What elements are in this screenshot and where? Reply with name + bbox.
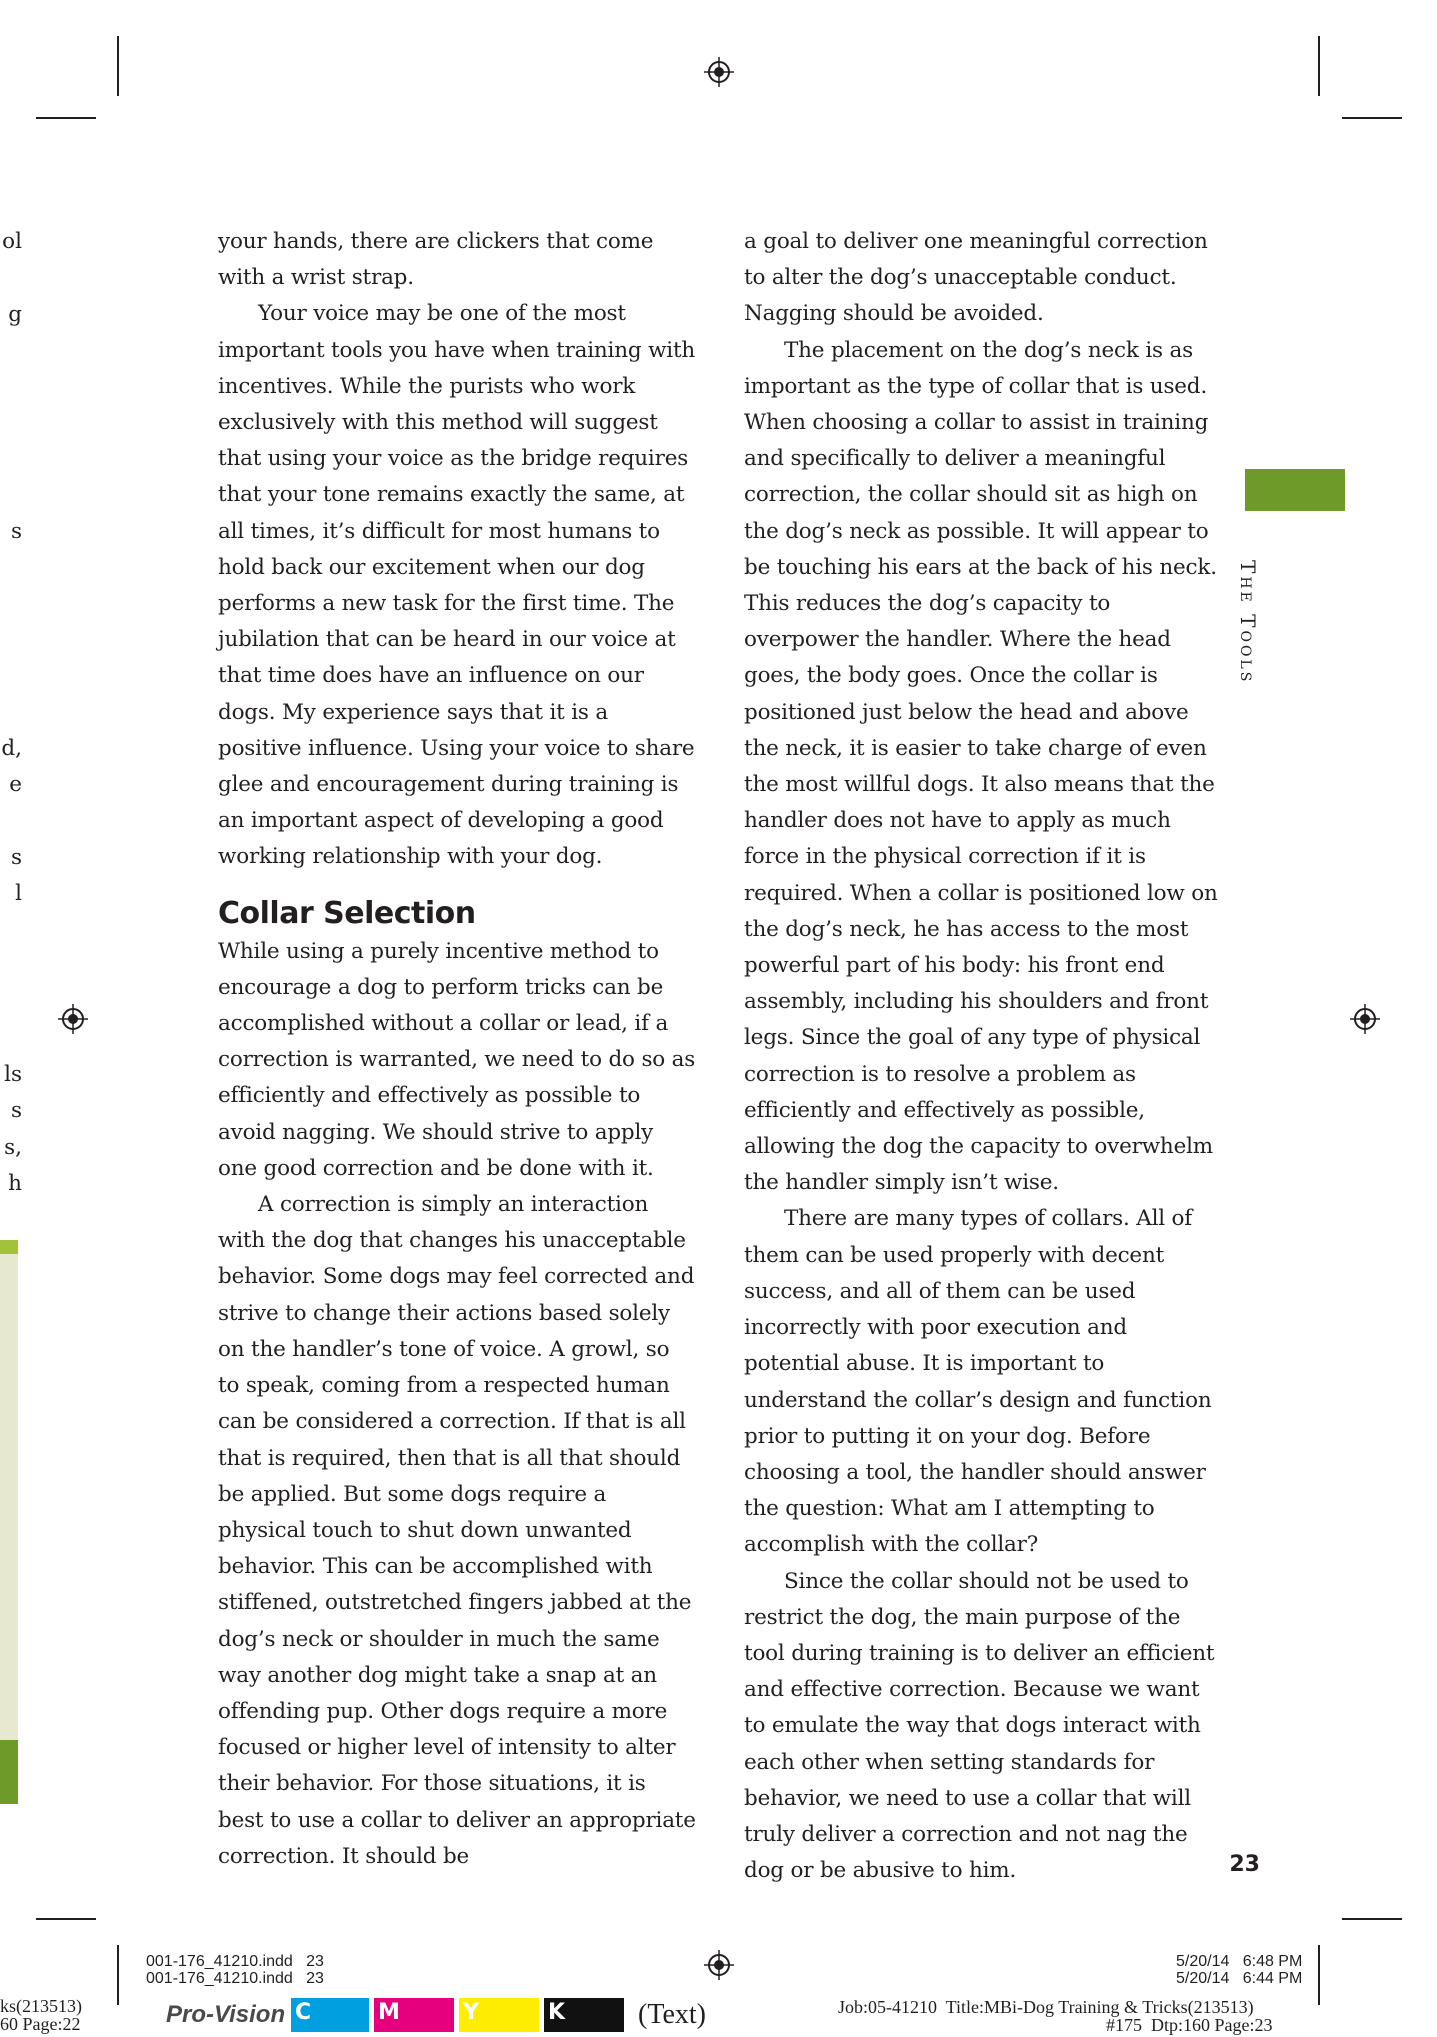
crop-mark-bottom-left-h [36, 1918, 96, 1920]
facing-page-sidebar-bottom [0, 1740, 18, 1804]
edge-fragment: s [10, 519, 22, 544]
chapter-tab [1245, 469, 1345, 511]
slug-date-line-2: 5/20/14 6:44 PM [1176, 1970, 1303, 1987]
swatch-magenta [374, 1998, 454, 2032]
registration-mark-right [1350, 1004, 1380, 1034]
slug-left-partial-2: 60 Page:22 [0, 2014, 81, 2034]
edge-fragment: d, [1, 736, 22, 761]
paragraph: There are many types of collars. All of them can be used properly with decent success, and all of them can be used incorrectly with poor execution and potential abuse. It is important to understand the collar’s design and function prior to putting it on your dog. Before choosing a tool, the handler should answer the question: What am I attempting to accomplish with the collar? [744, 1206, 1212, 1558]
slug-date-line-1: 5/20/14 6:48 PM [1176, 1953, 1303, 1970]
edge-fragment: ol [2, 229, 22, 254]
slug-file-line-2: 001-176_41210.indd 23 [146, 1970, 324, 1987]
registration-mark-left [58, 1004, 88, 1034]
edge-fragment: s, [4, 1135, 22, 1160]
swatch-black [544, 1998, 624, 2032]
edge-fragment: e [9, 772, 22, 797]
slug-text-label: (Text) [638, 1999, 707, 2030]
edge-fragment: l [15, 881, 22, 906]
crop-mark-bottom-right-v [1318, 1945, 1320, 2005]
paragraph: your hands, there are clickers that come with a wrist strap. [218, 229, 654, 291]
crop-mark-bottom-right-h [1342, 1918, 1402, 1920]
paragraph: The placement on the dog’s neck is as important as the type of collar that is used. When choosing a collar to assist in training and specifically to deliver a meaningful correction, the collar should sit as high on the dog’s neck as possible. It will appear to be touching his ears at the back of his neck. This reduces the dog’s capacity to overpower the handler. Where the head goes, the body goes. Once the collar is positioned just below the head and above the neck, it is easier to take charge of even the most willful dogs. It also means that the handler does not have to apply as much force in the physical correction if it is required. When a collar is positioned low on the dog’s neck, he has access to the most powerful part of his body: his front end assembly, including his shoulders and front legs. Since the goal of any type of physical correction is to resolve a problem as efficiently and effectively as possible, allowing the dog the capacity to overwhelm the handler simply isn’t wise. [744, 337, 1218, 1196]
slug-job-line-2: #175 Dtp:160 Page:23 [1106, 2015, 1273, 2035]
paragraph: While using a purely incentive method to encourage a dog to perform tricks can be accomplished without a collar or lead, if a correction is warranted, we need to do so as efficiently and effectively as possible to avoid nagging. We should strive to apply one good correction and be done with it. [218, 938, 696, 1181]
swatch-label: K [548, 2000, 566, 2025]
slug-file-line-1: 001-176_41210.indd 23 [146, 1953, 324, 1970]
slug-left-partial-1: ks(213513) [0, 1996, 82, 2016]
swatch-label: M [378, 2000, 400, 2025]
crop-mark-top-right-v [1318, 36, 1320, 96]
facing-page-sidebar-light [0, 1240, 18, 1740]
paragraph: Your voice may be one of the most important tools you have when training with incentives. While the purists who work exclusively with this method will suggest that using your voice as the bridge requires that your tone remains exactly the same, at all times, it’s difficult for most humans to hold back our excitement when our dog performs a new task for the first time. The jubilation that can be heard in our voice at that time does have an influence on our dogs. My experience says that it is a positive influence. Using your voice to share glee and encouragement during training is an important aspect of developing a good working relationship with your dog. [218, 301, 696, 870]
section-heading: Collar Selection [218, 895, 476, 931]
running-head: The Tools [1236, 560, 1260, 685]
paragraph: Since the collar should not be used to restrict the dog, the main purpose of the tool during training is to deliver an efficient and effective correction. Because we want to emulate the way that dogs interact with each other when setting standards for behavior, we need to use a collar that will truly deliver a correction and not nag the dog or be abusive to him. [744, 1568, 1215, 1884]
crop-mark-top-right-h [1342, 117, 1402, 119]
edge-fragment: h [8, 1171, 22, 1196]
swatch-yellow [459, 1998, 539, 2032]
paragraph: a goal to deliver one meaningful correction to alter the dog’s unacceptable conduct. Nagging should be avoided. [744, 229, 1208, 327]
paragraph: A correction is simply an interaction with the dog that changes his unacceptable behavior. Some dogs may feel corrected and strive to change their actions based solely on the handler’s tone of voice. A growl, so to speak, coming from a respected human can be considered a correction. If that is all that is required, then that is all that should be applied. But some dogs require a physical touch to shut down unwanted behavior. This can be accomplished with stiffened, outstretched fingers jabbed at the dog’s neck or shoulder in much the same way another dog might take a snap at an offending pup. Other dogs require a more focused or higher level of intensity to alter their behavior. For those situations, it is best to use a collar to deliver an appropriate correction. It should be [218, 1192, 696, 1869]
crop-mark-top-left-h [36, 117, 96, 119]
right-column [744, 224, 1222, 1889]
edge-fragment: s [10, 845, 22, 870]
slug-job-line: Job:05-41210 Title:MBi-Dog Training & Tricks(213513) [838, 1997, 1254, 2017]
crop-mark-top-left-v [117, 36, 119, 96]
edge-fragment: g [8, 302, 22, 327]
registration-mark-top [704, 57, 734, 87]
edge-fragment: ls [4, 1062, 22, 1087]
left-column [218, 224, 696, 1875]
edge-fragment: s [10, 1098, 22, 1123]
swatch-label: C [295, 2000, 312, 2025]
swatch-label: Y [463, 2000, 479, 2025]
swatch-cyan [291, 1998, 369, 2032]
page-number: 23 [1229, 1852, 1260, 1877]
brand-logo: Pro-Vision [166, 2001, 286, 2028]
crop-mark-bottom-left-v [117, 1945, 119, 2005]
registration-mark-bottom [704, 1950, 734, 1980]
facing-page-sidebar-top [0, 1240, 18, 1254]
